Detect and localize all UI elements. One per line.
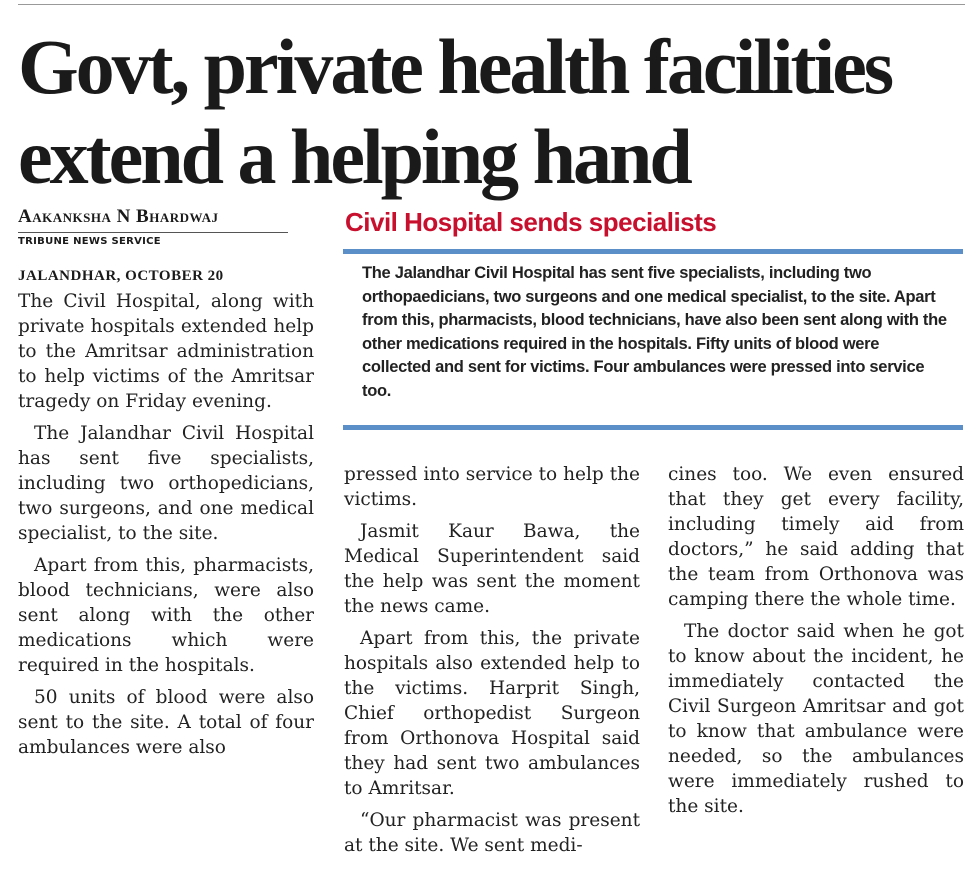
dateline: JALANDHAR, OCTOBER 20 bbox=[18, 268, 224, 284]
paragraph: 50 units of blood were also sent to the site. A total of four ambulances were also bbox=[18, 687, 314, 758]
body-column-3 bbox=[668, 462, 964, 826]
paragraph: Apart from this, pharmacists, blood technicians, were also sent along with the other medications which were required in the hospitals. bbox=[18, 555, 314, 676]
news-service: TRIBUNE NEWS SERVICE bbox=[18, 236, 161, 247]
body-column-1 bbox=[18, 289, 314, 767]
headline-line-1: Govt, private health facilities bbox=[18, 23, 892, 110]
body-column-2 bbox=[344, 462, 640, 865]
headline bbox=[18, 22, 968, 202]
sidebar-text: The Jalandhar Civil Hospital has sent five specialists, including two orthopaedicians, two surgeons and one medical specialist, to the site. Apart from this, pharmacists, blood technicians, have also been sent along with the other medications required in the hospitals. Fifty units of blood were collected and sent for victims. Four ambulances were pressed into service too. bbox=[362, 264, 947, 400]
paragraph: pressed into service to help the victims. bbox=[344, 464, 640, 510]
paragraph: Jasmit Kaur Bawa, the Medical Superintendent said the help was sent the moment the news came. bbox=[344, 521, 640, 617]
paragraph: cines too. We even ensured that they get every facility, including timely aid from doctors,” he said adding that the team from Orthonova was camping there the whole time. bbox=[668, 464, 964, 610]
sidebar-rule-top bbox=[343, 249, 963, 254]
top-rule bbox=[18, 4, 965, 5]
sidebar-rule-bottom bbox=[343, 425, 963, 430]
paragraph: Apart from this, the private hospitals also extended help to the victims. Harprit Singh, Chief orthopedist Surgeon from Orthonova Hospital said they had sent two ambulances to Amritsar. bbox=[344, 628, 640, 799]
headline-line-2: extend a helping hand bbox=[18, 113, 690, 200]
byline-rule bbox=[18, 232, 288, 233]
sidebar-title: Civil Hospital sends specialists bbox=[345, 207, 717, 237]
paragraph: “Our pharmacist was present at the site. We sent medi- bbox=[344, 810, 640, 856]
paragraph: The doctor said when he got to know about the incident, he immediately contacted the Civil Surgeon Amritsar and got to know that ambulance were needed, so the ambulances were immediately rushed to the site. bbox=[668, 621, 964, 817]
paragraph: The Civil Hospital, along with private hospitals extended help to the Amritsar administration to help victims of the Amritsar tragedy on Friday evening. bbox=[18, 291, 314, 412]
author-byline: Aakanksha N Bhardwaj bbox=[18, 206, 219, 227]
paragraph: The Jalandhar Civil Hospital has sent five specialists, including two orthopedicians, two surgeons, and one medical specialist, to the site. bbox=[18, 423, 314, 544]
